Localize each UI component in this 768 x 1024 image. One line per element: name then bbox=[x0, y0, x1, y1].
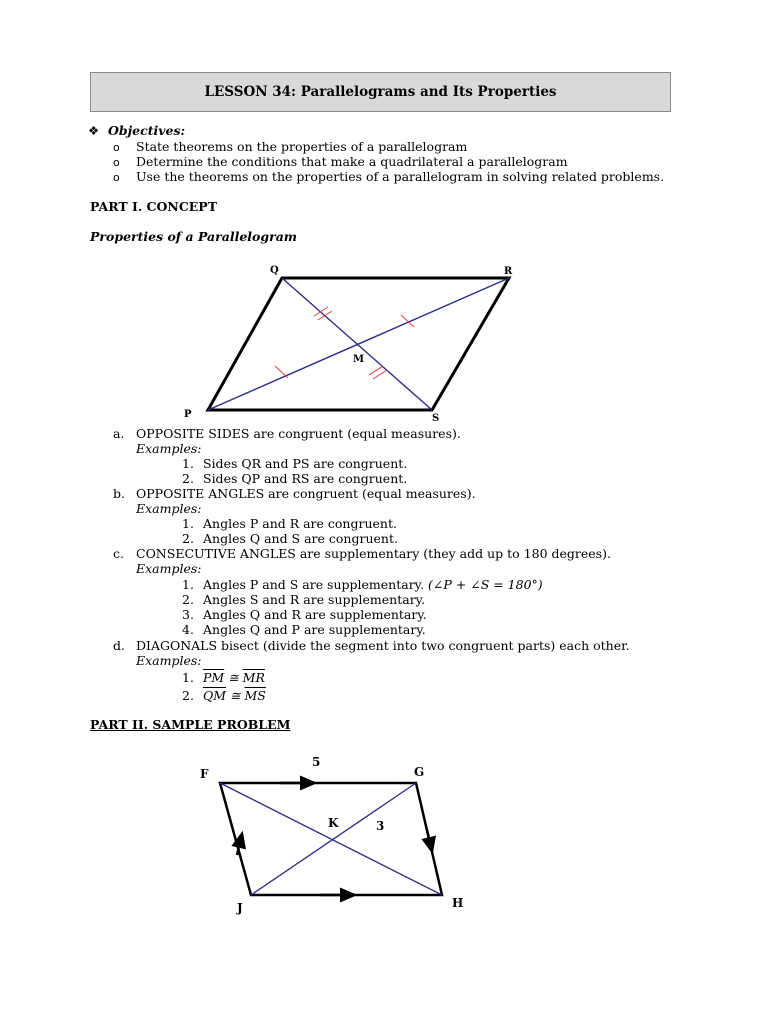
parallelogram-fghj-figure bbox=[190, 750, 480, 920]
example-number: 1. bbox=[182, 516, 194, 531]
example-number: 1. bbox=[182, 456, 194, 471]
property-marker: a. bbox=[113, 426, 125, 441]
property-marker: b. bbox=[113, 486, 125, 501]
objectives-bullet-icon: ❖ bbox=[88, 123, 100, 138]
example-text: Angles P and R are congruent. bbox=[203, 516, 397, 531]
lesson-title: LESSON 34: Parallelograms and Its Properties bbox=[90, 72, 671, 112]
property-text: OPPOSITE ANGLES are congruent (equal measures). bbox=[136, 486, 476, 501]
objective-item: Determine the conditions that make a quadrilateral a parallelogram bbox=[136, 154, 568, 169]
vertex-label-q: Q bbox=[270, 265, 279, 276]
example-text: Angles S and R are supplementary. bbox=[203, 592, 426, 607]
example-text: Angles Q and R are supplementary. bbox=[203, 607, 427, 622]
vertex-label-s: S bbox=[432, 413, 440, 424]
property-marker: c. bbox=[113, 546, 124, 561]
segment-qm: $\overline{QM}$ bbox=[203, 688, 227, 703]
examples-label: Examples: bbox=[136, 561, 202, 576]
example-number: 2. bbox=[182, 531, 194, 546]
property-text: DIAGONALS bisect (divide the segment into two congruent parts) each other. bbox=[136, 638, 630, 653]
vertex-label-p: P bbox=[184, 409, 192, 420]
example-number: 2. bbox=[182, 471, 194, 486]
example-number: 1. bbox=[182, 577, 194, 592]
property-text: OPPOSITE SIDES are congruent (equal measures). bbox=[136, 426, 461, 441]
length-label-fg: 5 bbox=[312, 755, 321, 769]
examples-label: Examples: bbox=[136, 653, 202, 668]
vertex-label-g: G bbox=[414, 765, 425, 779]
vertex-label-h: H bbox=[452, 896, 464, 910]
objective-item: Use the theorems on the properties of a parallelogram in solving related problems. bbox=[136, 169, 665, 184]
congruent-symbol: ≅ bbox=[228, 670, 239, 685]
congruence-statement bbox=[203, 670, 265, 685]
example-number: 2. bbox=[182, 592, 194, 607]
examples-label: Examples: bbox=[136, 501, 202, 516]
vertex-label-r: R bbox=[504, 266, 513, 277]
objective-bullet-icon: o bbox=[113, 141, 120, 154]
example-number: 4. bbox=[182, 622, 194, 637]
objective-item: State theorems on the properties of a parallelogram bbox=[136, 139, 468, 154]
segment-mr: $\overline{MR}$ bbox=[242, 670, 265, 685]
example-text-main: Angles P and S are supplementary. bbox=[203, 577, 425, 592]
example-number: 3. bbox=[182, 607, 194, 622]
segment-ms: $\overline{MS}$ bbox=[244, 688, 266, 703]
example-text: Angles Q and P are supplementary. bbox=[203, 622, 426, 637]
example-text: Sides QP and RS are congruent. bbox=[203, 471, 408, 486]
congruent-symbol: ≅ bbox=[230, 688, 241, 703]
objective-bullet-icon: o bbox=[113, 171, 120, 184]
midpoint-label-m: M bbox=[353, 354, 365, 365]
part1-subheading: Properties of a Parallelogram bbox=[90, 229, 298, 244]
examples-label: Examples: bbox=[136, 441, 202, 456]
property-text: CONSECUTIVE ANGLES are supplementary (they add up to 180 degrees). bbox=[136, 546, 611, 561]
angle-sum-formula: (∠P + ∠S = 180°) bbox=[428, 577, 543, 592]
objective-bullet-icon: o bbox=[113, 156, 120, 169]
parallelogram-pqrs-figure bbox=[170, 258, 530, 428]
center-label-k: K bbox=[328, 816, 339, 830]
example-text: Angles Q and S are congruent. bbox=[203, 531, 398, 546]
segment-pm: $\overline{PM}$ bbox=[203, 670, 225, 685]
property-marker: d. bbox=[113, 638, 125, 653]
example-text: Sides QR and PS are congruent. bbox=[203, 456, 408, 471]
part1-heading: PART I. CONCEPT bbox=[90, 199, 218, 214]
part2-heading: PART II. SAMPLE PROBLEM bbox=[90, 717, 291, 732]
objectives-heading: Objectives: bbox=[108, 123, 186, 138]
example-number: 2. bbox=[182, 688, 194, 703]
example-text bbox=[203, 577, 543, 592]
example-number: 1. bbox=[182, 670, 194, 685]
congruence-statement bbox=[203, 688, 266, 703]
vertex-label-j: J bbox=[237, 901, 243, 915]
vertex-label-f: F bbox=[200, 767, 209, 781]
length-label-kg: 3 bbox=[376, 819, 385, 833]
